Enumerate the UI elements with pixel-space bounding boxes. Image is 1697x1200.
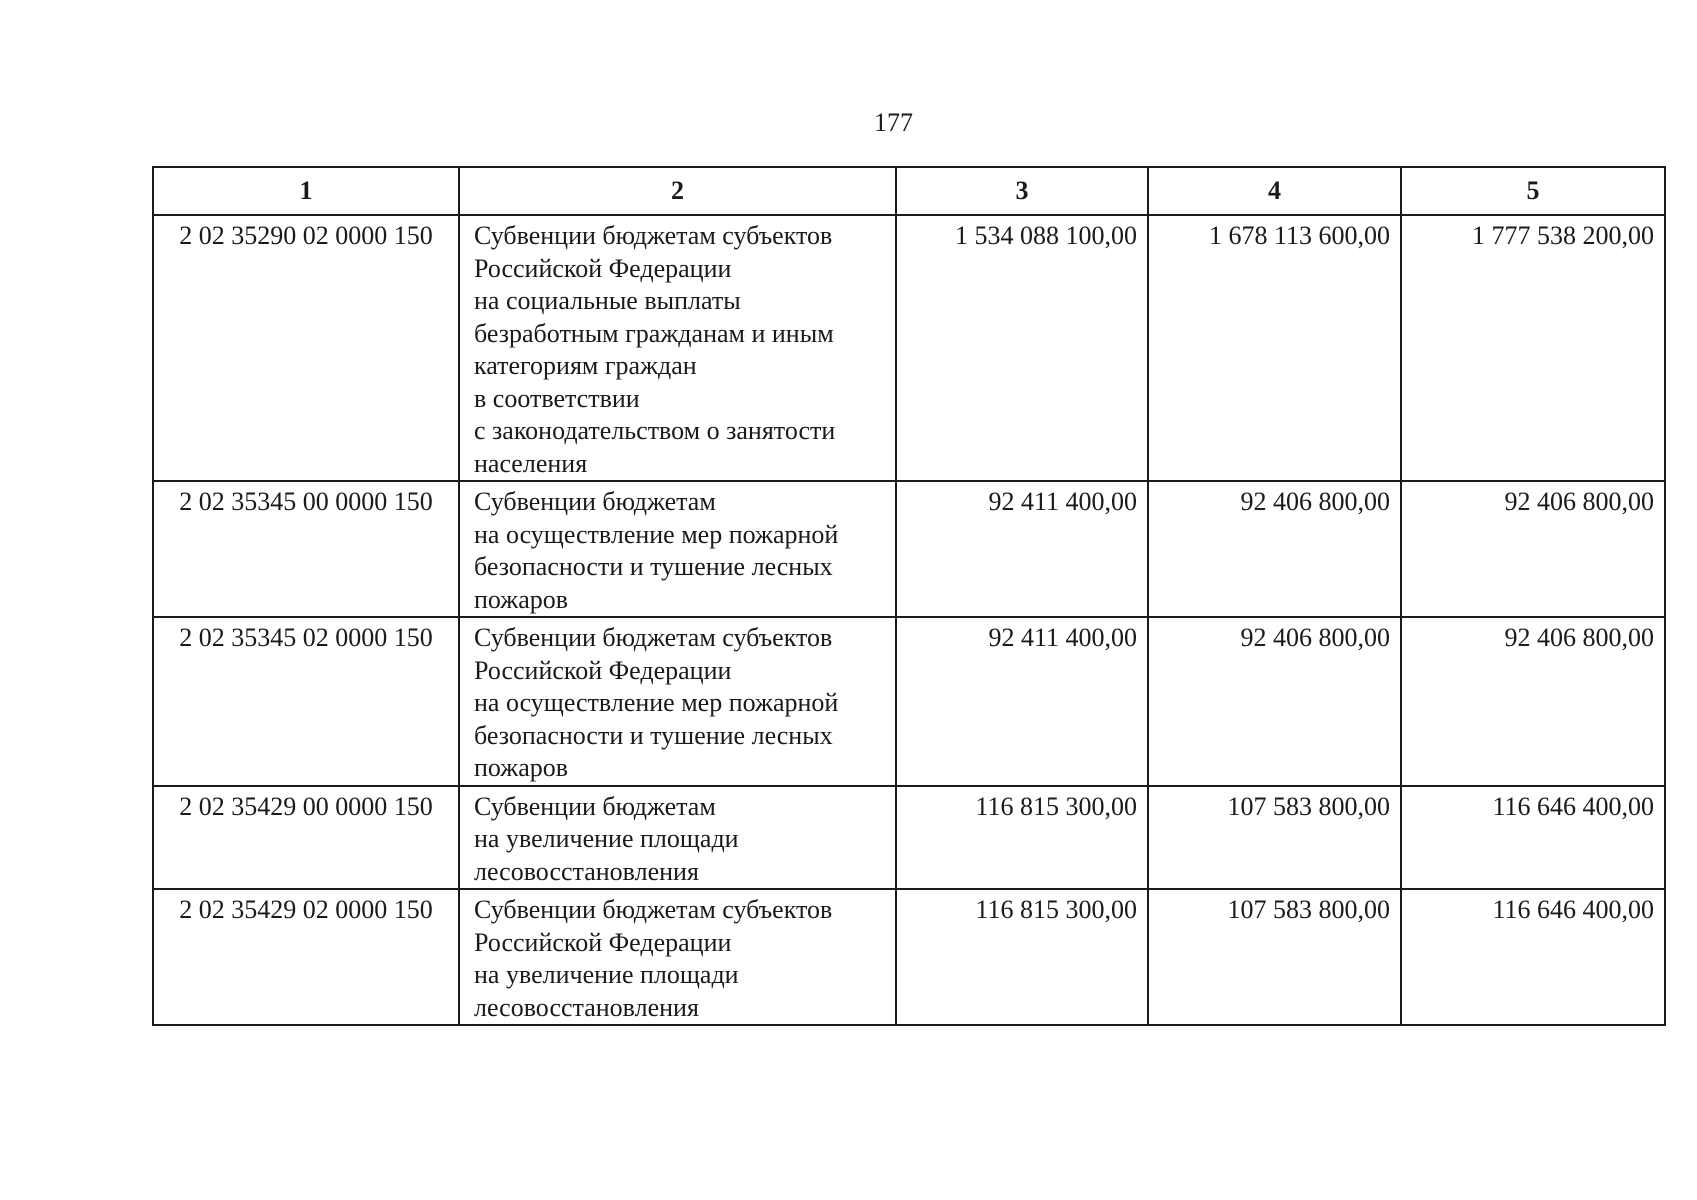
budget-code-cell: 2 02 35345 02 0000 150 xyxy=(153,617,459,786)
amount-col4-cell: 107 583 800,00 xyxy=(1148,889,1401,1025)
header-row xyxy=(153,167,1665,215)
description-line: безопасности и тушение лесных xyxy=(474,720,833,750)
budget-code-cell: 2 02 35429 02 0000 150 xyxy=(153,889,459,1025)
description-line: с законодательством о занятости xyxy=(474,416,836,445)
budget-code-cell: 2 02 35345 00 0000 150 xyxy=(153,481,459,617)
description-line: Субвенции бюджетам субъектов xyxy=(474,623,833,652)
description-line: Российской Федерации xyxy=(474,655,732,685)
header-col-3: 3 xyxy=(896,167,1148,215)
budget-code-cell: 2 02 35290 02 0000 150 xyxy=(153,215,459,481)
description-cell xyxy=(459,215,896,481)
description-line: на увеличение площади xyxy=(474,960,739,989)
amount-col4-cell: 107 583 800,00 xyxy=(1148,786,1401,890)
header-col-2: 2 xyxy=(459,167,896,215)
amount-col5-cell: 116 646 400,00 xyxy=(1401,786,1665,890)
description-line: на осуществление мер пожарной xyxy=(474,519,839,549)
amount-col5-cell: 92 406 800,00 xyxy=(1401,617,1665,786)
description-line: Субвенции бюджетам xyxy=(474,487,716,516)
table-row xyxy=(153,481,1665,617)
description-line: лесовосстановления xyxy=(474,992,699,1022)
amount-col5-cell: 116 646 400,00 xyxy=(1401,889,1665,1025)
amount-col4-cell: 92 406 800,00 xyxy=(1148,617,1401,786)
description-line: Субвенции бюджетам субъектов xyxy=(474,895,833,924)
budget-code-cell: 2 02 35429 00 0000 150 xyxy=(153,786,459,890)
table-row xyxy=(153,786,1665,890)
table-header xyxy=(153,167,1665,215)
page-number: 177 xyxy=(874,108,913,137)
amount-col3-cell: 92 411 400,00 xyxy=(896,617,1148,786)
amount-col3-cell: 116 815 300,00 xyxy=(896,786,1148,890)
description-cell xyxy=(459,786,896,890)
amount-col5-cell: 1 777 538 200,00 xyxy=(1401,215,1665,481)
amount-col3-cell: 1 534 088 100,00 xyxy=(896,215,1148,481)
description-cell xyxy=(459,481,896,617)
header-col-4: 4 xyxy=(1148,167,1401,215)
budget-table xyxy=(152,166,1666,1026)
table-row xyxy=(153,617,1665,786)
table-row xyxy=(153,215,1665,481)
description-line: Субвенции бюджетам xyxy=(474,791,716,821)
amount-col5-cell: 92 406 800,00 xyxy=(1401,481,1665,617)
amount-col3-cell: 116 815 300,00 xyxy=(896,889,1148,1025)
description-line: лесовосстановления xyxy=(474,856,699,886)
description-cell xyxy=(459,889,896,1025)
description-line: пожаров xyxy=(474,753,569,782)
description-cell xyxy=(459,617,896,786)
description-line: категориям граждан xyxy=(474,351,697,380)
header-col-1: 1 xyxy=(153,167,459,215)
table-row xyxy=(153,889,1665,1025)
description-line: на осуществление мер пожарной xyxy=(474,688,839,717)
description-line: в соответствии xyxy=(474,383,640,413)
description-line: населения xyxy=(474,448,588,478)
amount-col4-cell: 1 678 113 600,00 xyxy=(1148,215,1401,481)
table-body xyxy=(153,215,1665,1025)
description-line: на увеличение площади xyxy=(474,824,739,853)
description-line: Российской Федерации xyxy=(474,253,732,283)
description-line: Российской Федерации xyxy=(474,927,732,957)
amount-col4-cell: 92 406 800,00 xyxy=(1148,481,1401,617)
description-line: безработным гражданам и иным xyxy=(474,318,834,348)
amount-col3-cell: 92 411 400,00 xyxy=(896,481,1148,617)
description-line: пожаров xyxy=(474,584,569,614)
header-col-5: 5 xyxy=(1401,167,1665,215)
description-line: на социальные выплаты xyxy=(474,286,741,315)
description-line: безопасности и тушение лесных xyxy=(474,552,833,581)
description-line: Субвенции бюджетам субъектов xyxy=(474,221,833,250)
